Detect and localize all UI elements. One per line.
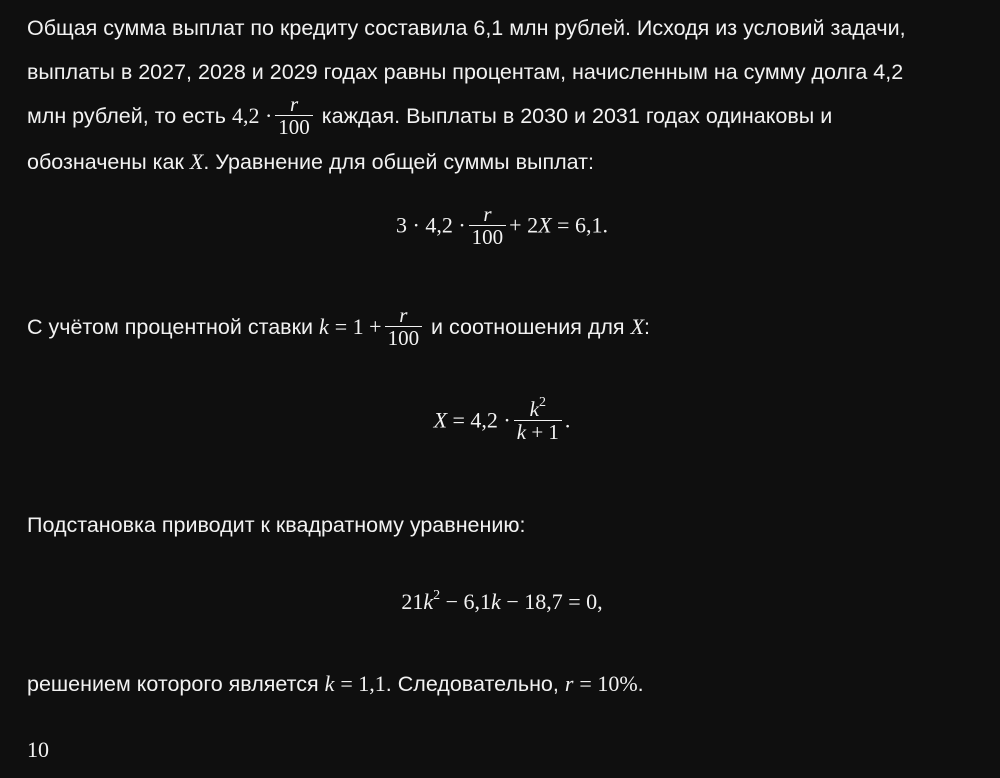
p1-line1: Общая сумма выплат по кредиту составила 6,1 млн рублей. Исходя из условий задачи, bbox=[27, 16, 906, 40]
p2-frac-num: r bbox=[385, 304, 423, 327]
eq1-fraction bbox=[469, 203, 507, 248]
paragraph-1 bbox=[27, 6, 977, 184]
p2-x: X bbox=[630, 314, 645, 339]
eq2-num-var: k bbox=[529, 397, 539, 421]
p1-math-coef: 4,2 · bbox=[231, 103, 273, 128]
p4-mid: . Следовательно, bbox=[385, 672, 559, 696]
eq2-fraction bbox=[514, 395, 562, 445]
paragraph-4 bbox=[27, 662, 977, 706]
p2-mid: и соотношения для bbox=[431, 315, 625, 339]
eq1-rest-post: = 6,1. bbox=[557, 212, 608, 238]
p1-line3-post: каждая. Выплаты в 2030 и 2031 годах одинаковы и bbox=[321, 104, 833, 128]
p1-var-x: X bbox=[189, 148, 204, 174]
p1-fraction bbox=[275, 93, 313, 138]
equation-quadratic bbox=[27, 589, 977, 615]
p4-r: r bbox=[564, 671, 574, 696]
eq1-var: X bbox=[538, 212, 552, 238]
p2-post: : bbox=[644, 315, 651, 339]
p2-k: k bbox=[318, 314, 329, 339]
p1-frac-num: r bbox=[275, 93, 313, 116]
equation-x-formula bbox=[27, 395, 977, 445]
p1-line4-pre: обозначены как bbox=[27, 149, 184, 174]
p4-post: . bbox=[637, 672, 644, 696]
p4-rval: = 10% bbox=[579, 671, 638, 696]
eq2-den-rest: + 1 bbox=[531, 420, 559, 445]
eq1-frac-num: r bbox=[469, 203, 507, 226]
equation-total-payments bbox=[27, 202, 977, 250]
eq2-frac-num bbox=[514, 395, 562, 421]
p1-line3-pre: млн рублей, то есть bbox=[27, 104, 226, 128]
eq2-frac-den bbox=[514, 421, 562, 443]
eq1-lhs: 3 · 4,2 · bbox=[396, 212, 466, 238]
eq3-v2: k bbox=[491, 589, 501, 614]
p4-pre: решением которого является bbox=[27, 672, 319, 696]
p4-kval: = 1,1 bbox=[340, 671, 386, 696]
p1-frac-den: 100 bbox=[278, 114, 310, 139]
paragraph-3 bbox=[27, 503, 977, 547]
eq2-x: X bbox=[433, 407, 448, 433]
p1-line4-post: . Уравнение для общей суммы выплат: bbox=[203, 149, 594, 174]
eq2-den-var: k bbox=[516, 420, 527, 445]
p3-text: Подстановка приводит к квадратному уравнению: bbox=[27, 513, 526, 537]
paragraph-2 bbox=[27, 302, 977, 351]
eq1-rest-pre: + 2 bbox=[509, 212, 539, 238]
eq2-eq: = 4,2 · bbox=[452, 407, 511, 433]
eq2-num-exp: 2 bbox=[539, 395, 546, 410]
p2-frac-den: 100 bbox=[387, 325, 420, 350]
p2-fraction bbox=[385, 304, 423, 349]
eq3-c1: 21 bbox=[401, 589, 424, 614]
p4-k: k bbox=[324, 671, 335, 696]
p2-eq: = 1 + bbox=[334, 314, 382, 339]
eq3-c2: − 6,1 bbox=[445, 589, 492, 614]
eq3-rest: − 18,7 = 0, bbox=[506, 589, 603, 614]
eq2-post: . bbox=[564, 407, 571, 433]
p2-pre: С учётом процентной ставки bbox=[27, 315, 313, 339]
page-number: 10 bbox=[27, 737, 49, 762]
eq3-v1: k bbox=[423, 589, 434, 614]
eq3-e1: 2 bbox=[433, 588, 441, 603]
p1-line2: выплаты в 2027, 2028 и 2029 годах равны процентам, начисленным на сумму долга 4,2 bbox=[27, 60, 904, 84]
eq1-frac-den: 100 bbox=[471, 225, 504, 250]
